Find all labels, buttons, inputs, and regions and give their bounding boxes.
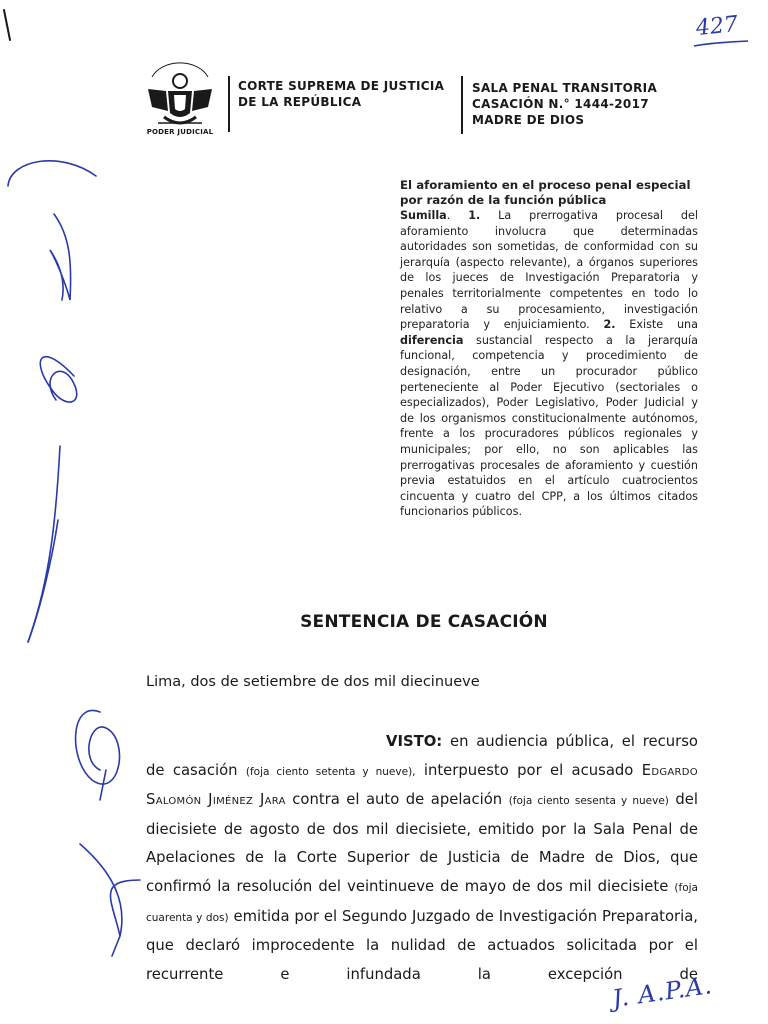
casacion-number: CASACIÓN N.° 1444-2017 <box>472 97 649 111</box>
body-text-3: contra el auto de apelación <box>292 791 503 809</box>
body-text-1: en audiencia pública, el recurso de casación <box>146 733 698 779</box>
header-divider <box>228 76 230 132</box>
sala-name: SALA PENAL TRANSITORIA <box>472 81 658 95</box>
court-seal-icon <box>138 56 222 138</box>
body-paragraph <box>146 728 698 989</box>
letterhead <box>0 0 768 150</box>
body-text-5: emitida por el Segundo Juzgado de Investigación Preparatoria, que declaró improcedente la nulidad de actuados solicitada por el recurrente e infundada la excepción de <box>146 907 698 983</box>
sumilla-point-2-post: sustancial respecto a la jerarquía funcional, competencia y procedimiento de designación, entre un procurador público perteneciente al Poder Ejecutivo (sectoriales o especializados), Poder Legislativo, Poder Judicial y de los organismos constitucionalmente autónomos, frente a los procuradores públicos regionales y municipales; por ello, no son aplicables las prerrogativas procesales de aforamiento y cuestión previa estatuidos en el artículo cuatrocientos cincuenta y cuatro del CPP, a los últimos citados funcionarios públicos. <box>400 333 698 519</box>
sumilla-label: Sumilla <box>400 209 447 222</box>
foja-ref-1: (foja ciento setenta y nueve), <box>245 765 416 778</box>
sumilla-title: El aforamiento en el proceso penal especial por razón de la función pública <box>400 178 691 207</box>
folio-number: 427 <box>694 11 740 42</box>
sumilla-point-1: La prerrogativa procesal del aforamiento involucra que determinadas autoridades son sometidas, de conformidad con su jerarquía (aspecto relevante), a órganos superiores de los jueces de Investigación Preparatoria y penales territorialmente competentes en todo lo relativo a su procesamiento, investigación preparatoria y enjuiciamiento. <box>400 209 698 332</box>
sumilla-point-2-pre: Existe una <box>629 318 699 332</box>
point-number-1: 1. <box>468 209 481 222</box>
visto-label: VISTO: <box>386 733 443 750</box>
accused-name: Edgardo Salomón Jiménez Jara <box>146 761 698 809</box>
sumilla-point-2-bold: diferencia <box>400 333 464 347</box>
foja-ref-3: (foja cuarenta y dos) <box>146 881 698 924</box>
header-divider <box>461 76 463 134</box>
sumilla-block <box>400 178 698 520</box>
court-name-line2: DE LA REPÚBLICA <box>238 95 362 109</box>
document-title: SENTENCIA DE CASACIÓN <box>300 612 548 632</box>
point-number-2: 2. <box>603 318 616 332</box>
handwritten-initials: J. A.P.A. <box>610 971 715 1013</box>
body-text-2: interpuesto por el acusado <box>423 761 634 779</box>
sumilla-text: Sumilla. 1. La prerrogativa procesal del aforamiento involucra que determinadas autoridades son sometidas, de conformidad con su jerarquía (aspecto relevante), a órganos superiores de los jueces de Investigación Preparatoria y penales territorialmente competentes en todo lo relativo a su procesamiento, investigación preparatoria y enjuiciamiento. 2. Existe una diferencia sustancial respecto a la jerarquía funcional, competencia y procedimiento de designación, entre un procurador público perteneciente al Poder Ejecutivo (sectoriales o especializados), Poder Legislativo, Poder Judicial y de los organismos constitucionalmente autónomos, frente a los procuradores públicos regionales y municipales; por ello, no son aplicables las prerrogativas procesales de aforamiento y cuestión previa estatuidos en el artículo cuatrocientos cincuenta y cuatro del CPP, a los últimos citados funcionarios públicos. <box>400 209 699 519</box>
court-name-line1: CORTE SUPREMA DE JUSTICIA <box>238 79 445 93</box>
body-text-4: del diecisiete de agosto de dos mil diecisiete, emitido por la Sala Penal de Apelaciones de la Corte Superior de Justicia de Madre de Dios, que confirmó la resolución del veintinueve de mayo de dos mil diecisiete <box>146 791 699 895</box>
logo-caption: PODER JUDICIAL <box>146 128 214 136</box>
signature-stroke <box>8 161 96 186</box>
case-reference <box>472 80 657 128</box>
court-name <box>238 78 444 110</box>
date-line: Lima, dos de setiembre de dos mil diecinueve <box>146 674 480 690</box>
district-name: MADRE DE DIOS <box>472 113 585 127</box>
foja-ref-2: (foja ciento sesenta y nueve) <box>508 795 669 808</box>
